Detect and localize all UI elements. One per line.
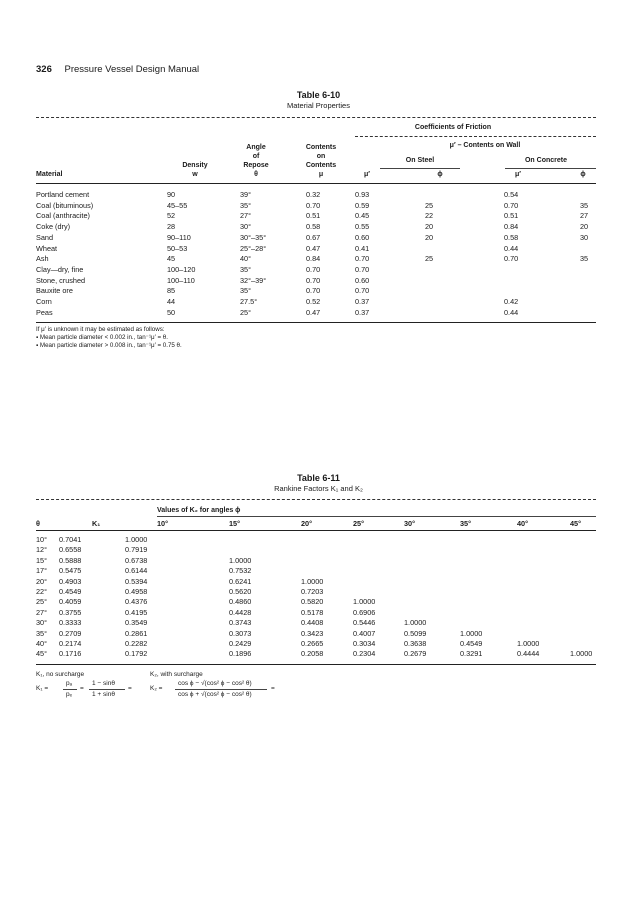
contents-friction: 0.70 — [306, 275, 321, 285]
k2-numerator: cos ϕ − √(cos² ϕ − cos² θ) — [178, 680, 252, 687]
column-header: K₁ — [92, 519, 101, 528]
table-bottom-rule — [36, 664, 596, 665]
material-name: Bauxite ore — [36, 286, 73, 296]
concrete-mu: 0.58 — [504, 232, 519, 242]
theta-value: 10° — [36, 535, 48, 544]
k1-value: 0.4549 — [59, 587, 82, 596]
k2-value: 0.5394 — [125, 576, 148, 586]
angle-header-symbol: θ — [254, 171, 258, 178]
density-value: 100–120 — [167, 264, 196, 274]
k2-value: 0.4408 — [301, 618, 324, 628]
k2-value: 0.5820 — [301, 597, 324, 607]
k2-value: 0.4428 — [229, 607, 252, 617]
density-value: 28 — [167, 222, 176, 232]
k2-value: 1.0000 — [125, 535, 148, 544]
material-name: Ash — [36, 254, 49, 264]
theta-value: 15° — [36, 555, 48, 565]
repose-angle: 30° — [240, 222, 252, 232]
concrete-mu: 0.70 — [504, 254, 519, 264]
k1-value: 0.7041 — [59, 535, 82, 544]
material-name: Clay—dry, fine — [36, 264, 84, 274]
material-header: Material — [36, 171, 63, 178]
contents-friction: 0.58 — [306, 222, 321, 232]
k2-value: 1.0000 — [460, 628, 483, 638]
material-name: Portland cement — [36, 190, 90, 199]
k2-value: 0.2665 — [301, 639, 324, 648]
density-value: 85 — [167, 286, 176, 296]
k2-tail: = — [271, 685, 275, 692]
k2-value: 0.7919 — [125, 545, 148, 555]
concrete-phi: 30 — [580, 232, 589, 242]
density-value: 45–55 — [167, 200, 188, 210]
steel-phi-header: ϕ — [437, 171, 443, 178]
k2-value: 0.5178 — [301, 607, 324, 617]
concrete-rule — [505, 168, 596, 169]
material-name: Corn — [36, 297, 52, 306]
k1-tail: = — [128, 685, 132, 692]
k2-lhs: K₂ = — [150, 685, 163, 692]
steel-phi: 22 — [425, 211, 434, 221]
k1-frac1-numerator: pₐ — [66, 680, 73, 687]
k2-value: 0.5620 — [229, 587, 252, 596]
k2-value: 0.4958 — [125, 587, 148, 596]
steel-phi: 25 — [425, 200, 434, 210]
column-header: 40° — [517, 519, 529, 528]
table-caption: Table 6-10 — [296, 90, 341, 100]
k2-value: 1.0000 — [301, 576, 324, 586]
on-concrete-header: On Concrete — [524, 157, 568, 164]
k2-value: 0.4549 — [460, 639, 483, 648]
contents-friction: 0.51 — [306, 211, 321, 221]
density-symbol: w — [192, 171, 198, 178]
density-value: 100–110 — [167, 275, 195, 285]
concrete-mu: 0.84 — [504, 222, 519, 232]
contents-friction: 0.47 — [306, 243, 321, 253]
k2-value: 0.3291 — [460, 649, 483, 659]
density-value: 90–110 — [167, 232, 191, 242]
density-value: 50–53 — [167, 243, 188, 253]
repose-angle: 39° — [240, 190, 252, 199]
repose-angle: 25° — [240, 307, 252, 317]
concrete-phi-header: ϕ — [580, 171, 586, 178]
repose-angle: 27° — [240, 211, 252, 221]
table-note: ▪ Mean particle diameter < 0.002 in., tan⁻¹μ′ = θ. — [36, 334, 168, 341]
k2-value: 0.2429 — [229, 639, 252, 648]
material-name: Coke (dry) — [36, 222, 71, 232]
table-note: If μ′ is unknown it may be estimated as follows: — [36, 326, 165, 333]
concrete-mu: 0.54 — [504, 190, 519, 199]
concrete-mu: 0.42 — [504, 297, 519, 306]
theta-value: 27° — [36, 607, 48, 617]
steel-mu: 0.70 — [355, 254, 370, 264]
k2-group-rule — [157, 516, 596, 517]
steel-mu: 0.45 — [355, 211, 370, 221]
column-header: 30° — [404, 519, 416, 528]
k2-value: 0.2282 — [125, 639, 148, 648]
table-subtitle: Rankine Factors K₁ and K₂ — [274, 484, 363, 493]
density-header: Density — [182, 162, 208, 169]
k1-frac2-numerator: 1 − sinθ — [92, 680, 115, 687]
density-value: 45 — [167, 254, 176, 264]
k1-value: 0.3333 — [59, 618, 82, 628]
running-header — [36, 64, 199, 75]
angle-header-3: Repose — [243, 162, 269, 169]
k2-value: 0.5099 — [404, 628, 427, 638]
steel-mu: 0.70 — [355, 286, 370, 296]
k2-value: 0.3743 — [229, 618, 252, 628]
theta-value: 35° — [36, 628, 48, 638]
k2-value: 0.4444 — [517, 649, 540, 659]
header-bottom-rule — [36, 530, 596, 531]
concrete-phi: 27 — [580, 211, 589, 221]
theta-value: 17° — [36, 566, 48, 576]
column-header: 20° — [301, 519, 313, 528]
repose-angle: 35° — [240, 286, 252, 296]
concrete-phi: 35 — [580, 200, 589, 210]
k1-lhs: K₁ = — [36, 685, 49, 692]
concrete-mu-header: μ′ — [515, 171, 521, 178]
theta-value: 20° — [36, 576, 48, 586]
contents-friction: 0.70 — [306, 200, 321, 210]
running-title: Pressure Vessel Design Manual — [64, 64, 200, 75]
steel-phi: 25 — [425, 254, 434, 264]
contents-header-1: Contents — [305, 144, 337, 151]
column-header: 35° — [460, 519, 472, 528]
column-header: 10° — [157, 519, 169, 528]
k2-value: 0.2058 — [301, 649, 324, 659]
k1-value: 0.1716 — [59, 649, 82, 659]
steel-mu: 0.60 — [355, 275, 370, 285]
concrete-mu: 0.51 — [504, 211, 519, 221]
steel-mu: 0.41 — [355, 243, 370, 253]
k2-value: 0.4376 — [125, 597, 148, 607]
repose-angle: 27.5° — [240, 297, 258, 306]
material-name: Coal (bituminous) — [36, 200, 94, 210]
fraction-bar — [63, 689, 77, 690]
repose-angle: 35° — [240, 264, 252, 274]
k2-value: 1.0000 — [229, 555, 252, 565]
contents-friction: 0.32 — [306, 190, 321, 199]
k2-value: 0.4195 — [125, 607, 148, 617]
theta-value: 40° — [36, 639, 48, 648]
k2-value: 0.4860 — [229, 597, 252, 607]
angle-header-1: Angle — [246, 144, 266, 151]
k2-value: 0.3638 — [404, 639, 427, 648]
contents-header-2: on — [316, 153, 326, 160]
angle-header-2: of — [252, 153, 260, 160]
k2-value: 0.5446 — [353, 618, 376, 628]
group-rule — [355, 136, 596, 137]
theta-value: 45° — [36, 649, 48, 659]
k2-value: 0.1896 — [229, 649, 252, 659]
k1-value: 0.6558 — [59, 545, 82, 555]
contents-friction: 0.47 — [306, 307, 321, 317]
k1-value: 0.4903 — [59, 576, 82, 586]
column-header: θ — [36, 519, 40, 528]
k2-formula-label: K₂, with surcharge — [150, 671, 203, 678]
steel-mu: 0.70 — [355, 264, 370, 274]
column-header: 15° — [229, 519, 241, 528]
on-steel-header: On Steel — [405, 157, 435, 164]
contents-friction: 0.70 — [306, 286, 321, 296]
material-name: Sand — [36, 232, 54, 242]
contents-friction: 0.52 — [306, 297, 321, 306]
material-name: Peas — [36, 307, 53, 317]
k2-value: 0.7203 — [301, 587, 324, 596]
page-number: 326 — [36, 64, 52, 75]
fraction-bar — [89, 689, 125, 690]
k2-value: 0.6906 — [353, 607, 376, 617]
concrete-phi: 35 — [580, 254, 589, 264]
k2-value: 0.2304 — [353, 649, 376, 659]
column-header: 45° — [570, 519, 582, 528]
k2-value: 1.0000 — [404, 618, 427, 628]
k2-denominator: cos ϕ + √(cos² ϕ − cos² θ) — [178, 691, 252, 698]
contents-header-symbol: μ — [318, 171, 324, 178]
repose-angle: 30°–35° — [240, 232, 267, 242]
repose-angle: 35° — [240, 200, 252, 210]
theta-value: 30° — [36, 618, 48, 628]
material-name: Wheat — [36, 243, 58, 253]
friction-group-header: Coefficients of Friction — [414, 124, 492, 131]
k2-value: 1.0000 — [570, 649, 593, 659]
k2-values-header: Values of K₂ for angles ϕ — [157, 507, 241, 514]
k2-value: 0.1792 — [125, 649, 148, 659]
k1-frac2-denominator: 1 + sinθ — [92, 691, 115, 698]
steel-phi: 20 — [425, 232, 434, 242]
material-name: Coal (anthracite) — [36, 211, 90, 221]
table-caption: Table 6-11 — [297, 473, 340, 483]
k1-frac1-denominator: pₑ — [66, 691, 73, 698]
k2-value: 0.6241 — [229, 576, 252, 586]
k1-equals: = — [80, 685, 84, 692]
steel-mu-header: μ′ — [364, 171, 370, 178]
wall-header: μ′ – Contents on Wall — [449, 142, 521, 149]
material-name: Stone, crushed — [36, 275, 86, 285]
column-header: 25° — [353, 519, 365, 528]
steel-mu: 0.37 — [355, 297, 370, 306]
concrete-mu: 0.44 — [504, 307, 519, 317]
steel-mu: 0.55 — [355, 222, 370, 232]
fraction-bar — [175, 689, 267, 690]
contents-friction: 0.70 — [306, 264, 321, 274]
k1-value: 0.4059 — [59, 597, 82, 607]
k2-value: 0.7532 — [229, 566, 252, 576]
repose-angle: 40° — [240, 254, 252, 264]
density-value: 50 — [167, 307, 176, 317]
k1-value: 0.3755 — [59, 607, 82, 617]
theta-value: 25° — [36, 597, 48, 607]
k1-formula-label: K₁, no surcharge — [36, 671, 85, 678]
theta-value: 22° — [36, 587, 48, 596]
k2-value: 1.0000 — [517, 639, 540, 648]
k1-value: 0.2709 — [59, 628, 82, 638]
k2-value: 0.3073 — [229, 628, 252, 638]
k2-value: 0.6144 — [125, 566, 148, 576]
k2-value: 0.3423 — [301, 628, 324, 638]
k2-value: 0.6738 — [125, 555, 148, 565]
concrete-mu: 0.44 — [504, 243, 519, 253]
k1-value: 0.2174 — [59, 639, 82, 648]
steel-mu: 0.37 — [355, 307, 370, 317]
k2-value: 0.4007 — [353, 628, 376, 638]
density-value: 44 — [167, 297, 176, 306]
contents-friction: 0.84 — [306, 254, 321, 264]
steel-rule — [380, 168, 460, 169]
theta-value: 12° — [36, 545, 48, 555]
steel-mu: 0.60 — [355, 232, 370, 242]
repose-angle: 25°–28° — [240, 243, 267, 253]
concrete-phi: 20 — [580, 222, 589, 232]
density-value: 52 — [167, 211, 176, 221]
steel-phi: 20 — [425, 222, 434, 232]
repose-angle: 32°–39° — [240, 275, 267, 285]
table-top-rule — [36, 117, 596, 118]
steel-mu: 0.59 — [355, 200, 370, 210]
k2-value: 0.2679 — [404, 649, 427, 659]
k2-value: 1.0000 — [353, 597, 376, 607]
k1-value: 0.5888 — [59, 555, 82, 565]
table-bottom-rule — [36, 322, 596, 323]
k2-value: 0.2861 — [125, 628, 148, 638]
table-top-rule — [36, 499, 596, 500]
k2-value: 0.3034 — [353, 639, 376, 648]
contents-header-3: Contents — [305, 162, 337, 169]
concrete-mu: 0.70 — [504, 200, 519, 210]
density-value: 90 — [167, 190, 176, 199]
k2-value: 0.3549 — [125, 618, 148, 628]
contents-friction: 0.67 — [306, 232, 321, 242]
k1-value: 0.5475 — [59, 566, 82, 576]
header-bottom-rule — [36, 183, 596, 184]
table-note: ▪ Mean particle diameter > 0.008 in., tan⁻¹μ′ = 0.75 θ. — [36, 342, 182, 349]
table-subtitle: Material Properties — [287, 101, 350, 110]
steel-mu: 0.93 — [355, 190, 370, 199]
